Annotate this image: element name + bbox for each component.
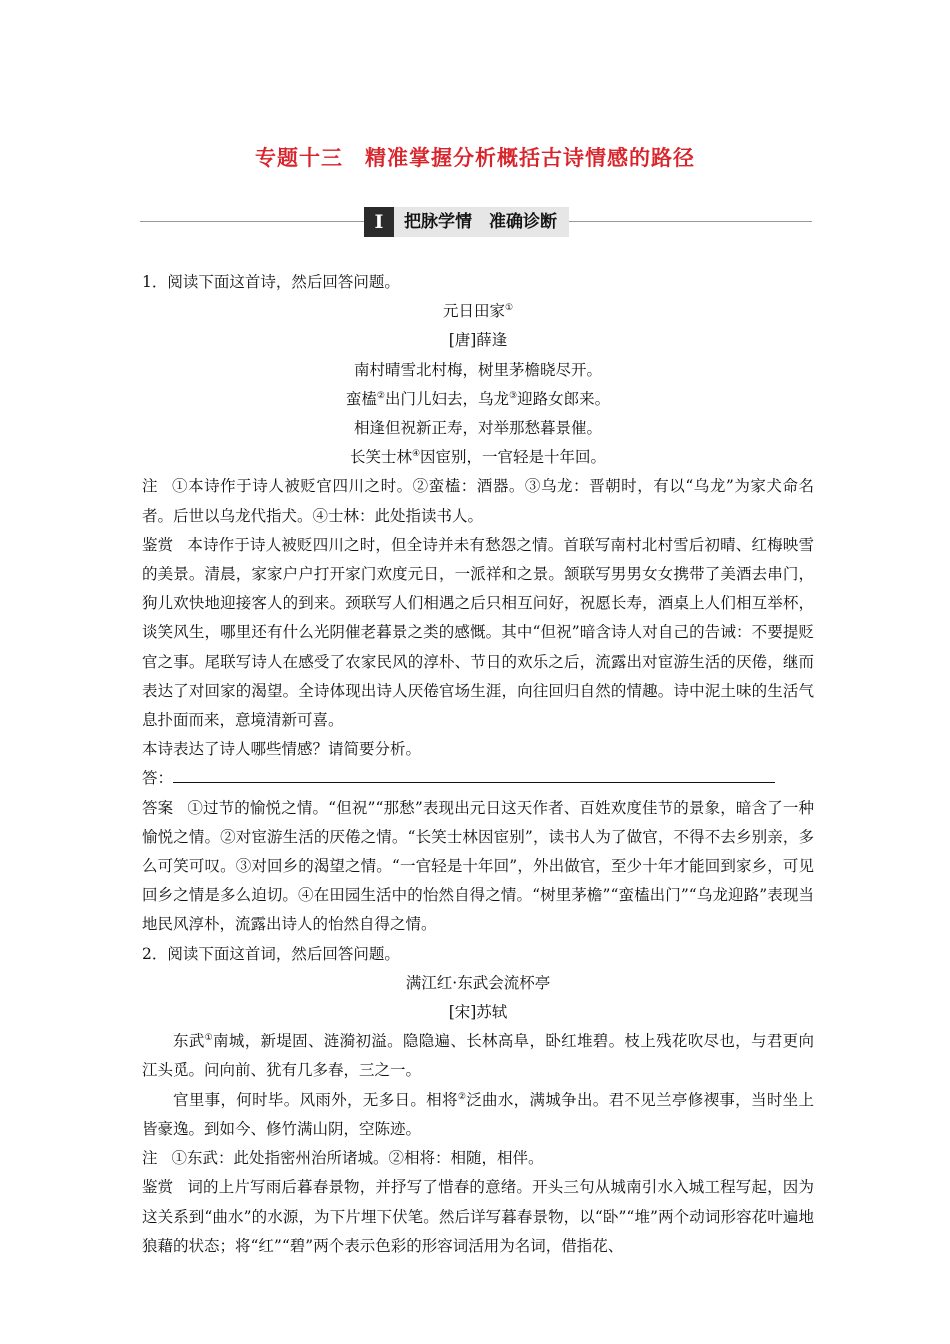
answer-key: 答案 xyxy=(142,798,174,817)
q2-stanza xyxy=(142,1086,814,1144)
q1-poem-line: 南村晴雪北村梅，树里茅檐晓尽开。 xyxy=(353,360,602,379)
note-marker: ② xyxy=(376,390,385,401)
q1-poem-line xyxy=(142,385,814,414)
section-header xyxy=(140,204,812,240)
note-marker: ④ xyxy=(411,449,421,460)
poem-text: 迎路女郎来。 xyxy=(517,389,611,408)
q1-poem-title xyxy=(142,297,814,326)
q1-poem-line: 相逢但祝新正寿，对举那愁暮景催。 xyxy=(353,419,602,438)
q1-appreciation xyxy=(142,531,814,735)
page-title: 专题十三 精准掌握分析概括古诗情感的路径 xyxy=(255,146,695,170)
notes-key: 注 xyxy=(142,1149,158,1168)
q2-notes xyxy=(142,1144,814,1173)
answer-label: 答： xyxy=(142,769,174,788)
q1-poem-line xyxy=(142,443,814,472)
poem-text: 长笑士林 xyxy=(349,448,412,467)
q1-author: [唐]薛逢 xyxy=(448,331,508,350)
q1-answer-blank xyxy=(142,764,814,793)
appreciation-text: 本诗作于诗人被贬四川之时，但全诗并未有愁怨之情。首联写南村北村雪后初晴、红梅映雪的美景。清晨，家家户户打开家门欢度元日，一派祥和之景。颔联写男男女女携带了美酒去串门，狗儿欢快地迎接客人的到来。颈联写人们相遇之后只相互问好，祝愿长寿，酒桌上人们相互举杯，谈笑风生，哪里还有什么光阴催老暮景之类的感慨。其中“但祝”暗含诗人对自己的告诫：不要提贬官之事。尾联写诗人在感受了农家民风的淳朴、节日的欢乐之后，流露出对宦游生活的厌倦，继而表达了对回家的渴望。全诗体现出诗人厌倦官场生涯，向往回归自然的情趣。诗中泥土味的生活气息扑面而来，意境清新可喜。 xyxy=(142,535,814,730)
document-body xyxy=(142,268,814,1261)
notes-text: ①本诗作于诗人被贬官四川之时。②蛮榼：酒器。③乌龙：晋朝时，有以“乌龙”为家犬命名者。后世以乌龙代指犬。④士林：此处指读书人。 xyxy=(142,477,814,525)
q2-stanza xyxy=(142,1027,814,1085)
q2-author: [宋]苏轼 xyxy=(448,1003,508,1022)
appreciation-text: 词的上片写雨后暮春景物，并抒写了惜春的意绪。开头三句从城南引水入城工程写起，因为这关系到“曲水”的水源，为下片埋下伏笔。然后详写暮春景物，以“卧”“堆”两个动词形容花叶遍地狼藉的状态；将“红”“碧”两个表示色彩的形容词活用为名词，借指花、 xyxy=(142,1178,814,1255)
notes-text: ①东武：此处指密州治所诸城。②相将：相随，相伴。 xyxy=(171,1149,544,1168)
note-marker: ③ xyxy=(509,390,518,401)
poem-text: 蛮榼 xyxy=(345,389,377,408)
poem-text: 官里事，何时毕。风雨外，无多日。相将 xyxy=(173,1090,458,1109)
note-marker: ① xyxy=(204,1033,214,1044)
q1-prompt: 1．阅读下面这首诗，然后回答问题。 xyxy=(142,273,400,291)
q2-prompt: 2．阅读下面这首词，然后回答问题。 xyxy=(142,944,400,963)
q1-notes xyxy=(142,472,814,530)
appreciation-key: 鉴赏 xyxy=(142,1178,174,1197)
q1-answer xyxy=(142,794,814,940)
poem-text: 南城，新堤固、涟漪初溢。隐隐遍、长林高阜，卧红堆碧。枝上残花吹尽也，与君更向江头觅。问向前、犹有几多春，三之一。 xyxy=(142,1032,814,1080)
q1-poem-title-text: 元日田家 xyxy=(442,302,505,321)
section-label: 把脉学情 准确诊断 xyxy=(394,207,569,237)
poem-text: 出门儿妇去，乌龙 xyxy=(384,389,509,408)
appreciation-key: 鉴赏 xyxy=(142,535,174,554)
notes-key: 注 xyxy=(142,477,159,496)
q2-appreciation xyxy=(142,1173,814,1261)
poem-text: 因宦别，一官轻是十年回。 xyxy=(420,448,607,467)
note-marker: ② xyxy=(457,1091,467,1102)
q1-question: 本诗表达了诗人哪些情感？请简要分析。 xyxy=(142,740,422,759)
answer-line xyxy=(173,764,775,783)
poem-text: 泛曲水，满城争出。君不见兰亭修禊事，当时坐上皆豪逸。到如今、修竹满山阴，空陈迹。 xyxy=(142,1090,814,1138)
poem-text: 东武 xyxy=(173,1032,205,1051)
q1-poem-title-note: ① xyxy=(504,303,514,314)
q2-poem-title: 满江红·东武会流杯亭 xyxy=(405,973,551,992)
answer-text: ①过节的愉悦之情。“但祝”“那愁”表现出元日这天作者、百姓欢度佳节的景象，暗含了一种愉悦之情。②对宦游生活的厌倦之情。“长笑士林因宦别”，读书人为了做官，不得不去乡别亲，多么可笑可叹。③对回乡的渴望之情。“一官轻是十年回”，外出做官，至少十年才能回到家乡，可见回乡之情是多么迫切。④在田园生活中的怡然自得之情。“树里茅檐”“蛮榼出门”“乌龙迎路”表现当地民风淳朴，流露出诗人的怡然自得之情。 xyxy=(142,798,814,934)
section-badge xyxy=(364,207,569,237)
section-number: Ⅰ xyxy=(364,207,394,237)
